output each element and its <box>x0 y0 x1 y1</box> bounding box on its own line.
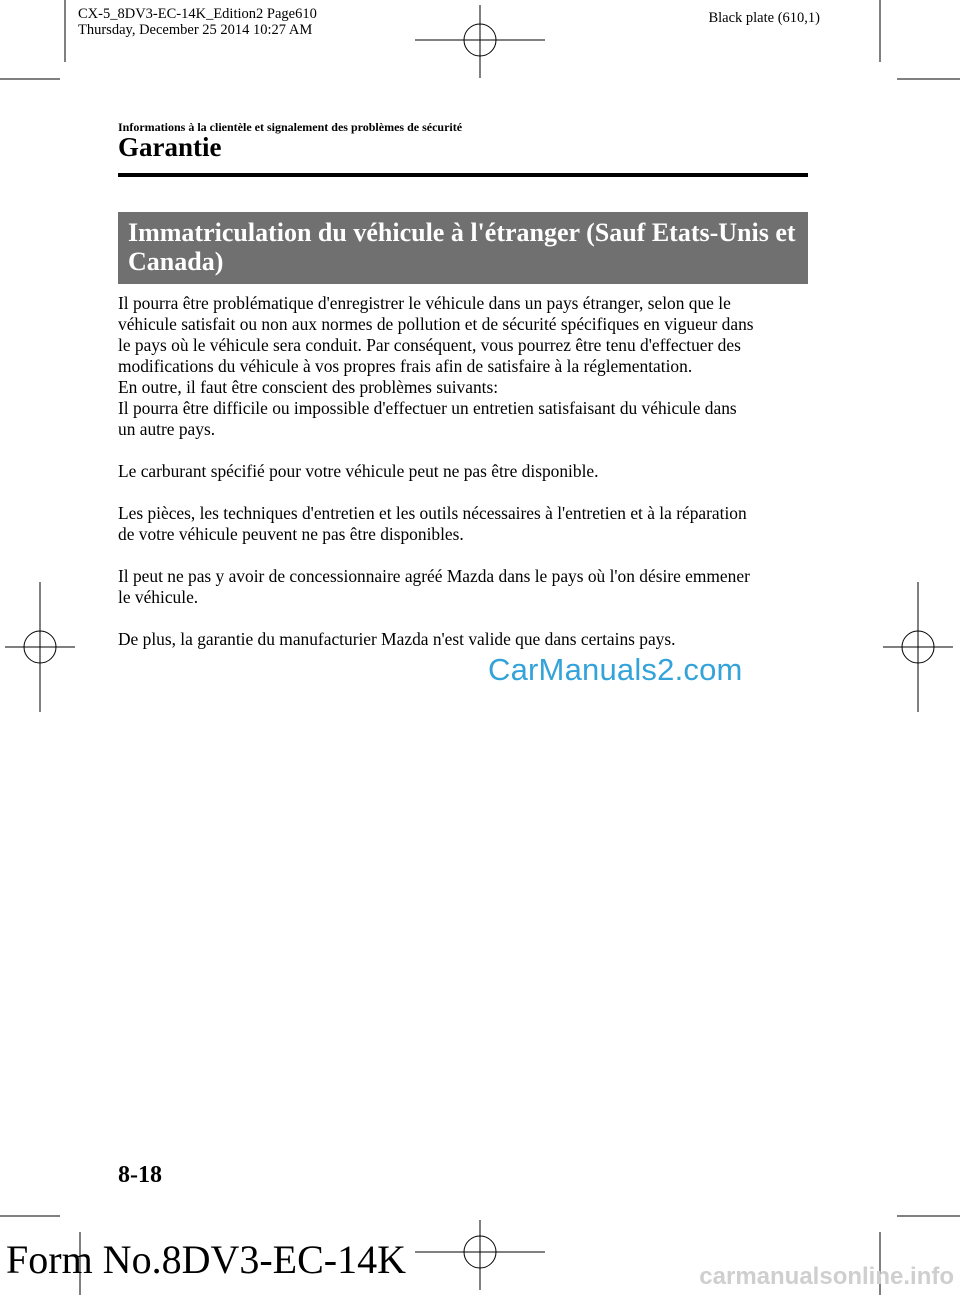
paragraph-gap <box>118 440 818 461</box>
body-line: modifications du véhicule à vos propres frais afin de satisfaire à la réglementation. <box>118 356 693 376</box>
body-text <box>118 293 818 650</box>
body-line: En outre, il faut être conscient des problèmes suivants: <box>118 377 499 397</box>
paragraph-gap <box>118 482 818 503</box>
paragraph-gap <box>118 545 818 566</box>
paragraph-gap <box>118 608 818 629</box>
body-line: de votre véhicule peuvent ne pas être disponibles. <box>118 524 464 544</box>
body-line: Les pièces, les techniques d'entretien et les outils nécessaires à l'entretien et à la réparation <box>118 503 747 523</box>
heading-line-2: Canada) <box>128 247 224 276</box>
title-rule <box>118 173 808 177</box>
print-job-line-2: Thursday, December 25 2014 10:27 AM <box>78 22 313 38</box>
body-line: un autre pays. <box>118 419 216 439</box>
body-line: le véhicule. <box>118 587 199 607</box>
page-number: 8-18 <box>118 1162 162 1188</box>
heading-line-1: Immatriculation du véhicule à l'étranger (Sauf Etats-Unis et <box>128 218 796 247</box>
subsection-heading <box>118 212 808 284</box>
print-job-info <box>78 6 317 38</box>
body-line: Il pourra être problématique d'enregistrer le véhicule dans un pays étranger, selon que le <box>118 293 731 313</box>
body-line: le pays où le véhicule sera conduit. Par conséquent, vous pourrez être tenu d'effectuer des <box>118 335 741 355</box>
footer-site-watermark: carmanualsonline.info <box>699 1263 954 1290</box>
body-line: De plus, la garantie du manufacturier Mazda n'est valide que dans certains pays. <box>118 629 676 649</box>
breadcrumb: Informations à la clientèle et signalement des problèmes de sécurité <box>118 120 463 134</box>
body-line: Il peut ne pas y avoir de concessionnaire agréé Mazda dans le pays où l'on désire emmener <box>118 566 750 586</box>
body-line: véhicule satisfait ou non aux normes de pollution et de sécurité spécifiques en vigueur dans <box>118 314 754 334</box>
plate-label: Black plate (610,1) <box>708 10 820 26</box>
form-number: Form No.8DV3-EC-14K <box>6 1237 406 1282</box>
section-title: Garantie <box>118 132 222 162</box>
watermark-logo: CarManuals2.com <box>488 652 743 687</box>
body-line: Le carburant spécifié pour votre véhicule peut ne pas être disponible. <box>118 461 599 481</box>
print-job-line-1: CX-5_8DV3-EC-14K_Edition2 Page610 <box>78 6 317 22</box>
body-line: Il pourra être difficile ou impossible d'effectuer un entretien satisfaisant du véhicule dans <box>118 398 737 418</box>
